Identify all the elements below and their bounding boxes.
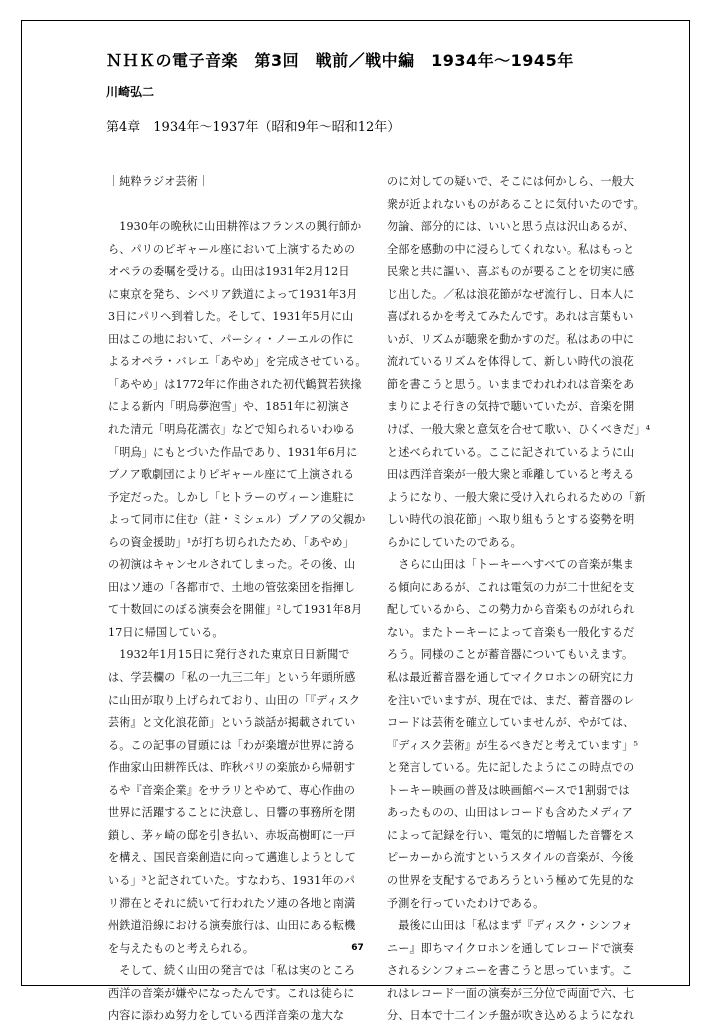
chapter-heading: 第4章 1934年〜1937年（昭和9年〜昭和12年） (106, 120, 401, 135)
text-line: ブノア歌劇団によりピギャール座にて上演される (108, 468, 355, 482)
text-line: 配しているから、この勢力から音楽ものがれられ (387, 603, 635, 617)
text-line: 予測を行っていたわけである。 (387, 896, 545, 910)
text-line: さらに山田は「トーキーへすべての音楽が集ま (387, 558, 635, 572)
text-line: あったものの、山田はレコードも含めたメディア (387, 806, 633, 820)
text-line: ようになり、一般大衆に受け入れられるための「新 (387, 490, 646, 504)
text-line: のに対しての疑いで、そこには何かしら、一般大 (387, 175, 635, 188)
text-line: リ滞在とそれに続いて行われたソ連の各地と南満 (108, 896, 356, 910)
text-line: を構え、国民音楽創造に向って邁進しようとして (108, 851, 357, 865)
text-line: 州鉄道沿線における演奏旅行は、山田にある転機 (108, 919, 356, 933)
text-line: 節を書こうと思う。いままでわれわれは音楽をあ (387, 377, 635, 391)
text-line: らかにしていたのである。 (387, 535, 522, 549)
text-line: ニー』即ちマイクロホンを通してレコードで演奏 (387, 941, 634, 955)
text-line: 流れているリズムを体得して、新しい時代の浪花 (387, 355, 634, 369)
text-line: に東京を発ち、シベリア鉄道によって1931年3月 (108, 287, 358, 301)
text-line: じ出した。／私は浪花節がなぜ流行し、日本人に (387, 287, 635, 301)
text-line: と発言している。先に記したようにこの時点での (387, 761, 635, 775)
text-line: 民衆と共に謳い、喜ぶものが要ることを切実に感 (387, 265, 635, 279)
text-line: 17日に帰国している。 (108, 625, 224, 639)
text-line: らの資金援助」¹が打ち切られたため、「あやめ」 (108, 535, 354, 549)
author-name: 川崎弘二 (106, 85, 155, 99)
text-line: 田はソ連の「各都市で、土地の管弦楽団を指揮し (108, 580, 356, 594)
text-line (108, 194, 373, 217)
text-line: トーキー映画の普及は映画館ベースで1割弱では (387, 783, 630, 797)
text-line: コードは芸術を確立していませんが、やがては、 (387, 716, 635, 730)
text-line: の世界を支配するであろうという極めて先見的な (387, 873, 635, 887)
text-line: 「明烏」にもとづいた作品であり、1931年6月に (108, 445, 358, 459)
text-line: の初演はキャンセルされてしまった。その後、山 (108, 558, 356, 572)
text-line: 内容に添わぬ努力をしている西洋音楽の尨大な (108, 1009, 345, 1023)
text-line: 1930年の晩秋に山田耕筰はフランスの興行師か (108, 220, 362, 234)
text-line: 喜ばれるかを考えてみたんです。あれは言葉もい (387, 310, 634, 324)
text-line: ろう。同様のことが蓄音器についてもいえます。 (387, 648, 634, 662)
text-line: 『ディスク芸術』が生るべきだと考えています」⁵ (387, 738, 639, 752)
text-line: オペラの委嘱を受ける。山田は1931年2月12日 (108, 265, 350, 279)
text-line: による新内「明烏夢泡雪」や、1851年に初演さ (108, 400, 351, 414)
text-line: 西洋の音楽が嫌やになったんです。これは徒らに (108, 986, 355, 1000)
text-line: 3日にパリへ到着した。そして、1931年5月に山 (108, 310, 354, 324)
text-line: されるシンフォニーを書こうと思っています。こ (387, 964, 633, 978)
text-line: ら、パリのピギャール座において上演するための (108, 242, 356, 256)
text-line: 田はこの地において、パーシィ・ノーエルの作に (108, 332, 354, 346)
text-line: 私は最近蓄音器を通してマイクロホンの研究に力 (387, 671, 634, 685)
text-line: に山田が取り上げられており、山田の「『ディスク (108, 693, 361, 707)
text-line: れた清元「明烏花濡衣」などで知られるいわゆる (108, 423, 356, 437)
text-line: 田は西洋音楽が一般大衆と乖離していると考える (387, 468, 635, 482)
text-line: けば、一般大衆と意気を合せて歌い、ひくべきだ」⁴ (387, 423, 651, 437)
text-line: 「あやめ」は1772年に作曲された初代鶴賀若狭掾 (108, 377, 362, 391)
text-line: る。この記事の冒頭には「わが楽壇が世界に誇る (108, 738, 356, 752)
article-title: ＮＨＫの電子音楽 第3回 戦前／戦中編 1934年〜1945年 (106, 51, 574, 70)
text-line: 分、日本で十二インチ盤が吹き込めるようになれ (387, 1009, 635, 1023)
text-line: いが、リズムが聴衆を動かすのだ。私はあの中に (387, 332, 635, 346)
text-line: る傾向にあるが、これは電気の力が二十世紀を支 (387, 580, 635, 594)
text-line: よるオペラ・バレエ「あやめ」を完成させている。 (108, 355, 367, 369)
text-line: そして、続く山田の発言では「私は実のところ (108, 964, 356, 978)
text-line: しい時代の浪花節」へ取り組もうとする姿勢を明 (387, 513, 635, 527)
text-line: 作曲家山田耕筰氏は、昨秋パリの楽旅から帰朝す (108, 761, 356, 775)
right-column (387, 171, 652, 1028)
text-line: によって記録を行い、電気的に増幅した音響をス (387, 828, 635, 842)
text-line: よって同市に住む（註・ミシェル）ブノアの父親か (108, 513, 366, 527)
text-line: 鎖し、茅ヶ崎の邸を引き払い、赤坂高樹町に一戸 (108, 828, 356, 842)
text-line: まりによそ行きの気持で聴いていたが、音楽を開 (387, 400, 635, 414)
text-line: を与えたものと考えられる。 (108, 941, 255, 955)
text-line: 衆が近よれないものがあることに気付いたのです。 (387, 197, 645, 211)
text-line: 全部を感動の中に浸らしてくれない。私はもっと (387, 242, 635, 256)
text-line: 予定だった。しかし「ヒトラーのヴィーン進駐に (108, 490, 355, 504)
text-line: ない。またトーキーによって音楽も一般化するだ (387, 625, 635, 639)
text-line: て十数回にのぼる演奏会を開催」²して1931年8月 (108, 603, 363, 617)
text-line: を注いでいますが、現在では、まだ、蓄音器のレ (387, 693, 635, 707)
text-line: ピーカーから流すというスタイルの音楽が、今後 (387, 851, 634, 865)
page-number: 67 (351, 943, 364, 953)
text-line: 芸術』と文化浪花節」という談話が掲載されてい (108, 716, 356, 730)
text-line: いる」³と記されていた。すなわち、1931年のパ (108, 873, 356, 887)
text-line: と述べられている。ここに記されているように山 (387, 445, 635, 459)
left-column (108, 171, 373, 1028)
text-line: 世界に活躍することに決意し、日響の事務所を閉 (108, 806, 356, 820)
text-line: れはレコード一面の演奏が三分位で両面で六、七 (387, 986, 635, 1000)
text-line: は、学芸欄の「私の一九三二年」という年頭所感 (108, 671, 356, 685)
text-line: ｜純粋ラジオ芸術｜ (108, 175, 210, 188)
text-line: 勿論、部分的には、いいと思う点は沢山あるが、 (387, 220, 635, 234)
text-line: 1932年1月15日に発行された東京日日新聞で (108, 648, 350, 662)
text-line: るや『音楽企業』をサラリとやめて、専心作曲の (108, 783, 356, 797)
text-line: 最後に山田は「私はまず『ディスク・シンフォ (387, 919, 633, 933)
